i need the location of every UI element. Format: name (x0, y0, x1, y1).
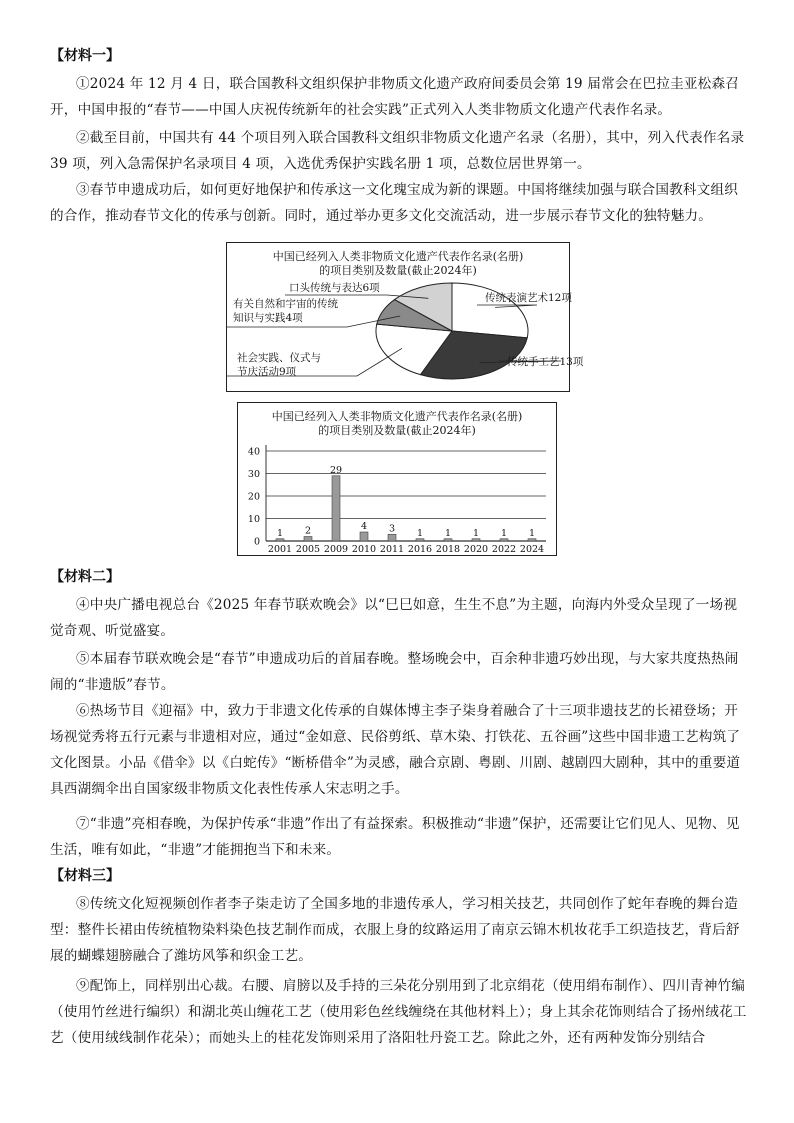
paragraph-5: ⑤本届春节联欢晚会是“春节”申遗成功后的首届春晚。整场晚会中，百余种非遗巧妙出现，与大家共度热热闹闹的“非遗版”春节。 (50, 651, 739, 693)
paragraph-7: ⑦“非遗”亮相春晚，为保护传承“非遗”作出了有益探索。积极推动“非遗”保护，还需要让它们见人、见物、见生活，唯有如此，“非遗”才能拥抱当下和未来。 (50, 816, 740, 858)
paragraph-3: ③春节申遗成功后，如何更好地保护和传承这一文化瑰宝成为新的课题。中国将继续加强与联合国教科文组织的合作，推动春节文化的传承与创新。同时，通过举办更多文化交流活动，进一步展示春节文化的独特魅力。 (50, 182, 739, 224)
bar-2016 (416, 539, 424, 541)
bar-2011 (388, 534, 396, 541)
bar-value-label-2022: 1 (500, 527, 508, 539)
bar-2001 (276, 539, 284, 541)
bar-ytick-label-4: 40 (247, 446, 260, 458)
bar-value-label-2016: 1 (416, 527, 424, 539)
bar-xtick-label-2001: 2001 (267, 544, 293, 555)
pie-label-1: 传统手工艺13项 (507, 356, 584, 368)
bar-chart (238, 403, 556, 555)
bar-2020 (472, 539, 480, 541)
pie-chart-box (226, 242, 584, 392)
pie-label-4: 口头传统与表达6项 (289, 282, 380, 294)
bar-value-label-2005: 2 (304, 525, 312, 537)
material1-heading: 【材料一】 (50, 48, 120, 64)
bar-2010 (360, 532, 368, 541)
pie-label-3-line-1: 知识与实践4项 (233, 312, 303, 324)
bar-xtick-label-2011: 2011 (379, 544, 405, 555)
material2-heading: 【材料二】 (50, 569, 120, 585)
bar-2024 (528, 539, 536, 541)
bar-ytick-label-0: 0 (253, 536, 260, 548)
pie-chart (227, 243, 584, 391)
pie-chart-title: 中国已经列入人类非物质文化遗产代表作名录(名册) (272, 250, 524, 263)
bar-xtick-label-2009: 2009 (323, 544, 349, 555)
bar-chart-title: 中国已经列入人类非物质文化遗产代表作名录(名册) (271, 410, 523, 423)
paragraph-8: ⑧传统文化短视频创作者李子柒走访了全国多地的非遗传承人，学习相关技艺，共同创作了蛇年春晚的舞台造型：整件长裙由传统植物染料染色技艺制作而成，衣服上身的纹路运用了南京云锦木机妆花手工织造技艺，背后舒展的蝴蝶翅膀融合了潍坊风筝和织金工艺。 (50, 896, 740, 964)
pie-label-0: 传统表演艺术12项 (485, 292, 572, 304)
bar-value-label-2011: 3 (388, 523, 396, 535)
bar-2009 (332, 476, 340, 541)
paragraph-1: ①2024 年 12 月 4 日，联合国教科文组织保护非物质文化遗产政府间委员会第 19 届常会在巴拉圭亚松森召开，中国申报的“春节——中国人庆祝传统新年的社会实践”正式列入人类非物质文化遗产代表作名录。 (50, 76, 740, 118)
pie-label-2-line-0: 社会实践、仪式与 (237, 352, 321, 364)
paragraph-9: ⑨配饰上，同样别出心裁。右腰、肩膀以及手持的三朵花分别用到了北京绢花（使用绢布制作）、四川青神竹编（使用竹丝进行编织）和湖北英山缠花工艺（使用彩色丝线缠绕在其他材料上）；身上其余花饰则结合了扬州绒花工艺（使用绒线制作花朵）；而她头上的桂花发饰则采用了洛阳牡丹瓷工艺。除此之外，还有两种发饰分别结合 (50, 978, 747, 1046)
bar-2018 (444, 539, 452, 541)
bar-ytick-label-1: 10 (247, 514, 260, 525)
bar-2005 (304, 537, 312, 542)
bar-xtick-label-2022: 2022 (491, 544, 517, 555)
pie-label-3-line-0: 有关自然和宇宙的传统 (233, 298, 338, 310)
bar-2022 (500, 539, 508, 541)
bar-xtick-label-2005: 2005 (295, 544, 321, 555)
bar-xtick-label-2016: 2016 (407, 544, 433, 555)
material3-heading: 【材料三】 (50, 868, 120, 884)
bar-value-label-2024: 1 (528, 527, 536, 539)
bar-ytick-label-3: 30 (247, 469, 260, 480)
pie-chart-subtitle: 的项目类别及数量(截止2024年) (319, 264, 477, 277)
paragraph-6: ⑥热场节目《迎福》中，致力于非遗文化传承的自媒体博主李子柒身着融合了十三项非遗技艺的长裙登场；开场视觉秀将五行元素与非遗相对应，通过“金如意、民俗剪纸、草木染、打铁花、五谷画”这些中国非遗工艺构筑了文化图景。小品《借伞》以《白蛇传》“断桥借伞”为灵感，融合京剧、粤剧、川剧、越剧四大剧种，其中的重要道具西湖绸伞出自国家级非物质文化表性传承人宋志明之手。 (50, 703, 741, 797)
bar-value-label-2001: 1 (276, 527, 284, 539)
bar-value-label-2020: 1 (472, 527, 480, 539)
bar-value-label-2018: 1 (444, 527, 452, 539)
bar-xtick-label-2010: 2010 (351, 544, 377, 555)
bar-chart-subtitle: 的项目类别及数量(截止2024年) (318, 424, 476, 437)
bar-xtick-label-2020: 2020 (463, 544, 489, 555)
pie-label-2-line-1: 节庆活动9项 (237, 366, 297, 378)
bar-xtick-label-2018: 2018 (435, 544, 461, 555)
bar-ytick-label-2: 20 (247, 491, 260, 503)
bar-value-label-2009: 29 (329, 464, 343, 476)
bar-value-label-2010: 4 (360, 521, 368, 532)
paragraph-2: ②截至目前，中国共有 44 个项目列入联合国教科文组织非物质文化遗产名录（名册），其中，列入代表作名录 39 项，列入急需保护名录项目 4 项，入选优秀保护实践名册 1 项，总数位居世界第一。 (50, 130, 745, 172)
bar-xtick-label-2024: 2024 (519, 544, 545, 555)
paragraph-4: ④中央广播电视总台《2025 年春节联欢晚会》以“巳巳如意，生生不息”为主题，向海内外受众呈现了一场视觉奇观、听觉盛宴。 (50, 597, 738, 639)
bar-chart-box (237, 402, 557, 556)
